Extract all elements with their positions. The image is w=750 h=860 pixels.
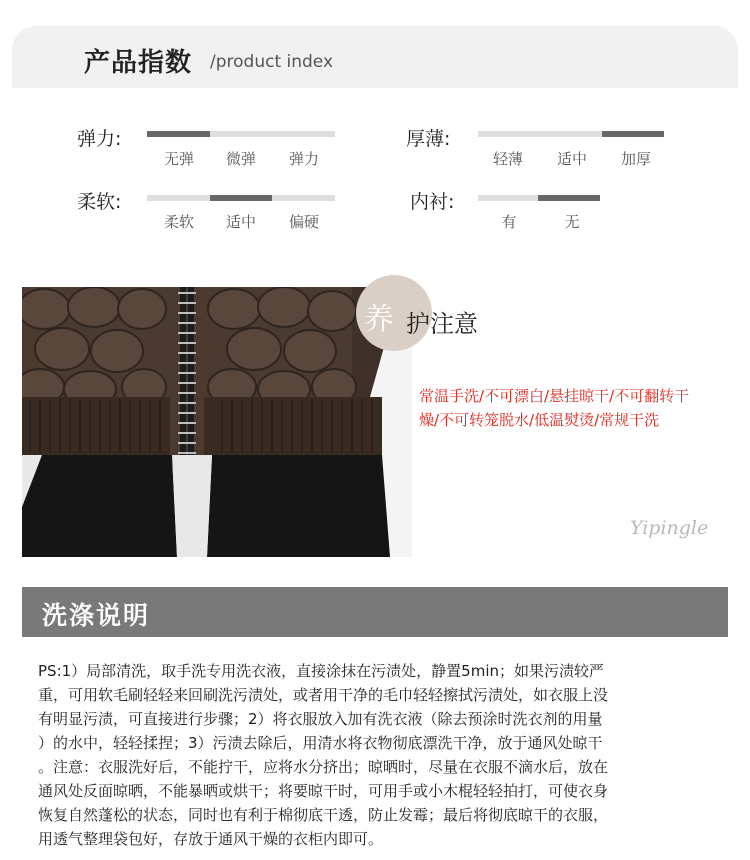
care-title: 护注意	[406, 310, 478, 338]
jacket-illustration	[22, 287, 412, 557]
lining-option: 无	[564, 213, 580, 231]
thickness-label: 厚薄:	[406, 128, 451, 150]
lining-label: 内衬:	[410, 191, 455, 213]
wash-text-line: 恢复自然蓬松的状态，同时也有利于棉彻底干透，防止发霉；最后将彻底晾干的衣服，	[38, 806, 609, 824]
lining-scale-bar	[478, 195, 600, 201]
care-instructions-line: 燥/不可转笼脱水/低温熨烫/常规干洗	[419, 411, 660, 429]
elasticity-option: 无弹	[163, 150, 194, 168]
wash-text-line: 。注意：衣服洗好后，不能拧干，应将水分挤出；晾晒时，尽量在衣服不滴水后，放在	[38, 758, 609, 776]
lining-scale-indicator	[538, 195, 600, 201]
product-photo	[22, 287, 412, 557]
svg-text:Yipingle: Yipingle	[630, 517, 709, 539]
wash-text-line: PS:1）局部清洗，取手洗专用洗衣液，直接涂抹在污渍处，静置5min；如果污渍较严	[38, 662, 604, 680]
wash-text-line: 有明显污渍，可直接进行步骤；2）将衣服放入加有洗衣液（除去预涂时洗衣剂的用量	[38, 710, 603, 728]
thickness-scale-indicator	[602, 131, 664, 137]
brand-watermark	[628, 512, 724, 542]
care-instructions-line: 常温手洗/不可漂白/悬挂晾干/不可翻转干	[419, 387, 690, 405]
thickness-option: 加厚	[620, 150, 651, 168]
thickness-option: 适中	[556, 150, 587, 168]
elasticity-option: 微弹	[225, 150, 256, 168]
elasticity-scale-indicator	[147, 131, 210, 137]
page-title: 产品指数	[84, 48, 193, 78]
softness-scale-bar	[147, 195, 335, 201]
softness-option: 柔软	[163, 213, 194, 231]
wash-section-title: 洗涤说明	[42, 601, 151, 630]
elasticity-option: 弹力	[288, 150, 319, 168]
elasticity-label: 弹力:	[77, 128, 122, 150]
thickness-scale-bar	[478, 131, 664, 137]
wash-text-line: 通风处反面晾晒，不能暴晒或烘干；将要晾干时，可用手或小木棍轻轻拍打，可使衣身	[38, 782, 609, 800]
softness-option: 适中	[225, 213, 256, 231]
softness-scale-indicator	[210, 195, 272, 201]
wash-text-line: ）的水中，轻轻揉捏；3）污渍去除后，用清水将衣物彻底漂洗干净，放于通风处晾干	[38, 734, 603, 752]
care-badge-char: 养	[364, 302, 394, 337]
lining-option: 有	[501, 213, 517, 231]
softness-option: 偏硬	[288, 213, 319, 231]
page-subtitle: /product index	[210, 52, 334, 72]
elasticity-scale-bar	[147, 131, 335, 137]
thickness-option: 轻薄	[492, 150, 523, 168]
wash-text-line: 用透气整理袋包好，存放于通风干燥的衣柜内即可。	[38, 830, 384, 848]
softness-label: 柔软:	[77, 191, 122, 213]
wash-text-line: 重，可用软毛刷轻轻来回刷洗污渍处，或者用干净的毛巾轻轻擦拭污渍处，如衣服上没	[38, 686, 609, 704]
